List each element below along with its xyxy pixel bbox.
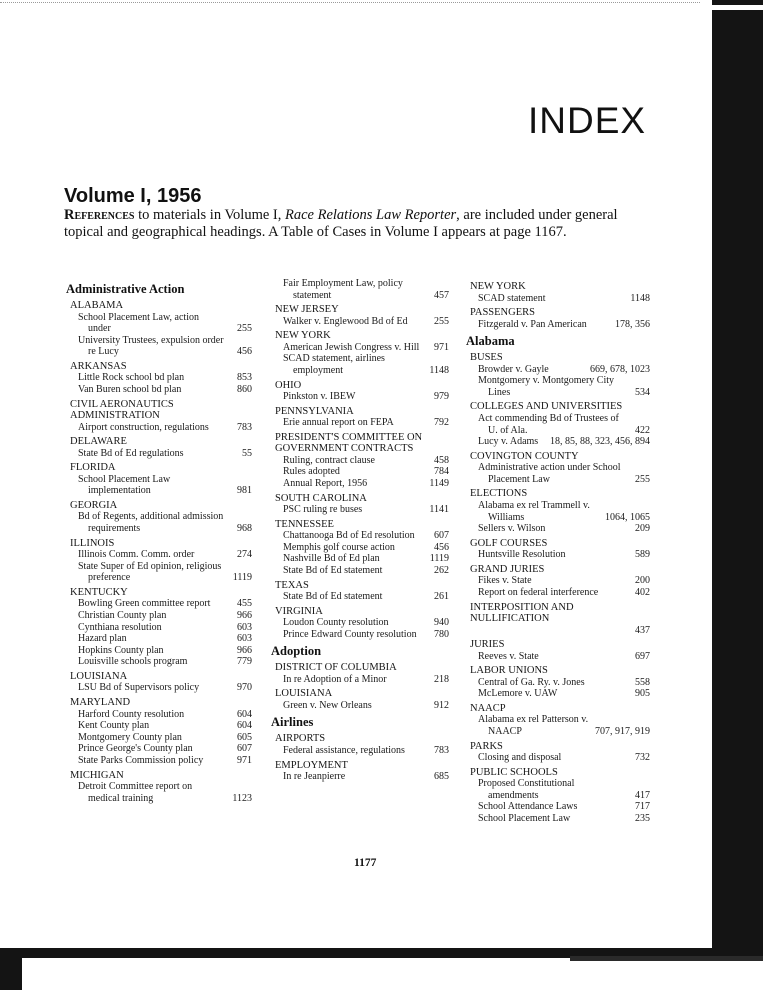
entry-page: 437	[635, 624, 650, 636]
entry-page: 274	[237, 549, 252, 561]
index-entry	[283, 553, 449, 565]
entry-text: Hazard plan	[78, 633, 127, 645]
entry-text: State Bd of Ed statement	[283, 564, 383, 576]
index-entry	[78, 720, 252, 732]
entry-text: Act commending Bd of Trustees of U. of Ala.	[478, 412, 619, 436]
entry-page: 607	[434, 530, 449, 542]
entry-text: American Jewish Congress v. Hill	[283, 341, 420, 353]
index-subheading: OHIO	[275, 379, 302, 391]
index-subheading: TEXAS	[275, 579, 309, 591]
index-subheading: GRAND JURIES	[470, 563, 545, 575]
entry-text: SCAD statement, airlines employment	[283, 353, 385, 376]
index-subheading: NEW YORK	[275, 330, 331, 342]
index-subheading: AIRPORTS	[275, 733, 326, 745]
index-column-1	[66, 278, 252, 804]
index-subheading: NAACP	[470, 702, 506, 714]
index-heading: Adoption	[271, 644, 322, 659]
entry-page: 853	[237, 372, 252, 384]
index-subheading: PARKS	[470, 740, 503, 752]
entry-page: 456	[434, 541, 449, 553]
entry-text: LSU Bd of Supervisors policy	[78, 682, 200, 694]
entry-text: State Super of Ed opinion, religious preference	[78, 560, 222, 584]
entry-page: 1148	[429, 364, 449, 376]
entry-page: 178, 356	[615, 318, 650, 330]
index-entry	[78, 422, 252, 434]
entry-page: 779	[237, 656, 252, 668]
index-column-3	[466, 278, 650, 825]
index-entry	[78, 448, 252, 460]
index-subheading: ARKANSAS	[70, 360, 127, 372]
entry-text: Proposed Constitutional amendments	[478, 778, 575, 801]
index-subheading: NEW JERSEY	[275, 304, 339, 316]
index-entry	[478, 293, 650, 305]
entry-page: 981	[237, 485, 252, 497]
entry-text: Green v. New Orleans	[283, 699, 372, 711]
entry-page: 457	[434, 289, 449, 301]
index-entry	[283, 504, 449, 516]
entry-text: Montgomery v. Montgomery City Lines	[478, 375, 615, 398]
intro-text-2: , are included under general topical and geographical headings. A Table of Cases in Volume I appears at page 1167.	[64, 207, 618, 240]
entry-text: Central of Ga. Ry. v. Jones	[478, 676, 585, 688]
index-entry	[478, 688, 650, 700]
entry-page: 209	[635, 523, 650, 535]
index-entry	[78, 384, 252, 396]
index-entry	[283, 591, 449, 603]
entry-text: In re Jeanpierre	[283, 771, 346, 783]
index-entry	[78, 598, 252, 610]
entry-page: 455	[237, 598, 252, 610]
index-entry	[78, 709, 252, 721]
index-entry	[478, 500, 650, 523]
entry-page: 255	[237, 323, 252, 335]
entry-text: Report on federal interference	[478, 586, 599, 598]
entry-page: 971	[237, 754, 252, 766]
page-number: 1177	[354, 857, 377, 869]
entry-page: 860	[237, 383, 252, 395]
index-entry	[283, 391, 449, 403]
entry-page: 1119	[429, 553, 449, 565]
index-entry	[78, 732, 252, 744]
index-entry	[78, 549, 252, 561]
index-entry	[78, 743, 252, 755]
intro-text-1: to materials in Volume I,	[134, 207, 285, 223]
entry-text: Browder v. Gayle	[478, 363, 549, 375]
entry-page: 685	[434, 771, 449, 783]
entry-text: Christian County plan	[78, 610, 167, 621]
index-subheading: INTERPOSITION AND NULLIFICATION	[470, 601, 574, 624]
entry-text: Harford County resolution	[78, 708, 185, 720]
entry-page: 717	[635, 801, 650, 813]
entry-page: 979	[434, 391, 449, 403]
index-entry	[478, 752, 650, 764]
index-subheading: GEORGIA	[70, 499, 118, 511]
index-entry	[283, 316, 449, 328]
index-entry	[78, 645, 252, 657]
entry-page: 603	[237, 621, 252, 633]
entry-text: School Placement Law, action under	[78, 311, 199, 335]
index-subheading: PRESIDENT'S COMMITTEE ON GOVERNMENT CONTRACTS	[275, 431, 423, 455]
entry-page: 605	[237, 731, 252, 743]
index-entry	[78, 372, 252, 384]
index-entry	[78, 682, 252, 694]
entry-page: 262	[434, 564, 449, 576]
entry-text: Administrative action under School Placement Law	[478, 462, 621, 485]
entry-page: 966	[237, 644, 252, 656]
entry-text: PSC ruling re buses	[283, 504, 363, 516]
entry-page: 261	[434, 591, 449, 602]
entry-text: University Trustees, expulsion order re Lucy	[78, 334, 224, 358]
index-entry	[478, 575, 650, 587]
index-entry	[78, 755, 252, 767]
index-subheading: ELECTIONS	[470, 488, 528, 500]
index-entry	[78, 511, 252, 534]
entry-page: 966	[237, 610, 252, 621]
index-entry	[78, 335, 252, 358]
entry-page: 792	[434, 417, 449, 429]
index-entry	[283, 700, 449, 712]
entry-text: Prince George's County plan	[78, 743, 193, 755]
entry-text: Cynthiana resolution	[78, 621, 162, 633]
index-subheading: ILLINOIS	[70, 537, 115, 549]
entry-page: 417	[635, 789, 650, 801]
entry-page: 456	[237, 346, 252, 358]
scan-border-right	[712, 10, 763, 950]
entry-page: 458	[434, 454, 449, 466]
entry-text: Loudon County resolution	[283, 617, 389, 629]
index-heading: Alabama	[466, 334, 515, 349]
index-subheading: SOUTH CAROLINA	[275, 492, 367, 504]
index-subheading: VIRGINIA	[275, 605, 323, 617]
entry-text: In re Adoption of a Minor	[283, 673, 387, 685]
entry-page: 970	[237, 682, 252, 694]
entry-page: 255	[635, 473, 650, 485]
entry-text: State Bd of Ed regulations	[78, 447, 184, 459]
index-subheading: NEW YORK	[470, 281, 526, 292]
entry-page: 1064, 1065	[605, 511, 650, 523]
entry-page: 604	[237, 708, 252, 720]
entry-page: 200	[635, 575, 650, 587]
entry-page: 783	[434, 744, 449, 756]
entry-text: State Parks Commission policy	[78, 754, 204, 766]
index-subheading: BUSES	[470, 352, 503, 364]
entry-text: Fair Employment Law, policy statement	[283, 278, 403, 301]
index-entry	[78, 610, 252, 622]
index-entry	[78, 656, 252, 668]
entry-text: Van Buren school bd plan	[78, 383, 182, 395]
index-entry	[283, 745, 449, 757]
index-entry	[478, 714, 650, 737]
entry-page: 784	[434, 466, 449, 478]
index-entry	[478, 813, 650, 825]
entry-page: 1148	[630, 292, 650, 304]
index-entry	[478, 462, 650, 485]
entry-text: Memphis golf course action	[283, 541, 395, 553]
entry-text: Bowling Green committee report	[78, 598, 211, 610]
entry-page: 18, 85, 88, 323, 456, 894	[550, 436, 650, 448]
page-title: INDEX	[528, 100, 647, 141]
index-entry	[283, 771, 449, 783]
index-entry	[78, 312, 252, 335]
index-subheading: DISTRICT OF COLUMBIA	[275, 662, 397, 674]
index-entry	[283, 674, 449, 686]
index-entry	[478, 523, 650, 535]
entry-page: 1149	[429, 477, 449, 489]
entry-text: School Placement Law implementation	[78, 473, 171, 497]
journal-title: Race Relations Law Reporter	[285, 207, 457, 223]
intro-paragraph	[64, 207, 624, 241]
entry-text: Federal assistance, regulations	[283, 744, 405, 756]
entry-text: Detroit Committee report on medical training	[78, 781, 193, 804]
entry-text: Walker v. Englewood Bd of Ed	[283, 315, 408, 327]
index-subheading: DELAWARE	[70, 436, 127, 448]
index-subheading: ALABAMA	[70, 300, 124, 311]
index-entry	[478, 413, 650, 436]
index-entry	[78, 474, 252, 497]
entry-text: Airport construction, regulations	[78, 421, 209, 433]
index-entry	[283, 629, 449, 641]
entry-text: Pinkston v. IBEW	[283, 391, 356, 403]
entry-text: Lucy v. Adams	[478, 436, 539, 448]
index-subheading: TENNESSEE	[275, 518, 334, 530]
entry-text: Hopkins County plan	[78, 644, 164, 656]
entry-page: 707, 917, 919	[595, 725, 650, 737]
index-entry	[478, 319, 650, 331]
index-entry	[478, 364, 650, 376]
entry-text: Ruling, contract clause	[283, 454, 375, 466]
entry-text: Closing and disposal	[478, 752, 562, 764]
entry-text: Rules adopted	[283, 466, 340, 478]
entry-page: 669, 678, 1023	[590, 363, 650, 375]
scan-border-corner	[0, 955, 22, 990]
index-column-2	[271, 278, 449, 783]
index-entry	[478, 625, 650, 637]
index-entry	[283, 417, 449, 429]
index-subheading: MICHIGAN	[70, 769, 124, 781]
entry-text: School Placement Law	[478, 812, 571, 824]
entry-text: Alabama ex rel Trammell v. Williams	[478, 499, 590, 523]
entry-page: 218	[434, 673, 449, 685]
entry-page: 780	[434, 628, 449, 640]
index-entry	[478, 677, 650, 689]
index-entry	[78, 781, 252, 804]
entry-page: 235	[635, 812, 650, 824]
index-entry	[283, 466, 449, 478]
index-entry	[78, 622, 252, 634]
entry-text: Kent County plan	[78, 720, 150, 732]
index-entry	[283, 353, 449, 376]
entry-page: 940	[434, 617, 449, 629]
entry-text: Illinois Comm. Comm. order	[78, 549, 195, 561]
entry-page: 1123	[232, 792, 252, 804]
entry-page: 783	[237, 421, 252, 433]
entry-page: 55	[242, 447, 252, 459]
index-entry	[478, 778, 650, 801]
entry-text: Chattanooga Bd of Ed resolution	[283, 530, 415, 542]
index-subheading: PENNSYLVANIA	[275, 405, 354, 417]
index-subheading: GOLF COURSES	[470, 537, 548, 549]
index-entry	[283, 455, 449, 467]
entry-page: 697	[635, 650, 650, 662]
index-subheading: COVINGTON COUNTY	[470, 450, 579, 462]
index-subheading: CIVIL AERONAUTICS ADMINISTRATION	[70, 398, 174, 422]
entry-text: SCAD statement	[478, 292, 546, 304]
index-entry	[283, 530, 449, 542]
index-entry	[283, 278, 449, 301]
entry-text: Sellers v. Wilson	[478, 523, 546, 535]
intro-lead: References	[64, 207, 135, 223]
index-entry	[478, 651, 650, 663]
entry-page: 422	[635, 424, 650, 436]
scan-border-top	[712, 0, 763, 5]
index-entry	[283, 478, 449, 490]
index-entry	[283, 542, 449, 554]
entry-page: 1119	[232, 572, 252, 584]
entry-text: School Attendance Laws	[478, 801, 578, 813]
entry-page: 603	[237, 633, 252, 645]
index-subheading: COLLEGES AND UNIVERSITIES	[470, 401, 623, 413]
entry-text: Alabama ex rel Patterson v. NAACP	[478, 714, 589, 737]
index-subheading: PUBLIC SCHOOLS	[470, 766, 558, 778]
index-subheading: LOUISIANA	[70, 670, 128, 682]
index-entry	[478, 801, 650, 813]
entry-text: Montgomery County plan	[78, 731, 182, 743]
entry-page: 905	[635, 688, 650, 700]
index-entry	[283, 617, 449, 629]
index-heading: Administrative Action	[66, 282, 185, 296]
entry-page: 589	[635, 549, 650, 561]
scan-border-strip	[570, 956, 763, 961]
index-subheading: EMPLOYMENT	[275, 759, 348, 771]
entry-text: Fitzgerald v. Pan American	[478, 318, 587, 330]
index-entry	[283, 565, 449, 577]
entry-page: 402	[635, 586, 650, 598]
entry-text: State Bd of Ed statement	[283, 591, 383, 602]
entry-text: Fikes v. State	[478, 575, 532, 587]
entry-text: Nashville Bd of Ed plan	[283, 553, 380, 565]
scan-top-edge	[0, 2, 700, 3]
entry-page: 912	[434, 699, 449, 711]
index-subheading: PASSENGERS	[470, 307, 535, 319]
entry-page: 971	[434, 341, 449, 353]
entry-page: 732	[635, 752, 650, 764]
entry-page: 604	[237, 720, 252, 732]
entry-page: 255	[434, 315, 449, 327]
entry-page: 1141	[429, 504, 449, 516]
index-entry	[283, 342, 449, 354]
entry-text: Louisville schools program	[78, 656, 188, 668]
index-entry	[78, 633, 252, 645]
index-entry	[78, 561, 252, 584]
entry-page: 968	[237, 523, 252, 535]
index-entry	[478, 549, 650, 561]
entry-text: Annual Report, 1956	[283, 477, 368, 489]
entry-page: 534	[635, 386, 650, 398]
entry-page: 607	[237, 743, 252, 755]
entry-text: Little Rock school bd plan	[78, 372, 185, 384]
entry-page: 558	[635, 676, 650, 688]
index-entry	[478, 436, 650, 448]
index-subheading: FLORIDA	[70, 462, 116, 474]
index-entry	[478, 375, 650, 398]
index-subheading: LABOR UNIONS	[470, 665, 548, 677]
volume-heading: Volume I, 1956	[64, 185, 202, 207]
entry-text: Prince Edward County resolution	[283, 628, 417, 640]
index-subheading: LOUISIANA	[275, 688, 333, 700]
index-entry	[478, 587, 650, 599]
entry-text: Erie annual report on FEPA	[283, 417, 394, 429]
entry-text: Bd of Regents, additional admission requirements	[78, 511, 224, 535]
index-heading: Airlines	[271, 715, 314, 730]
entry-text: Reeves v. State	[478, 650, 539, 662]
entry-text: McLemore v. UAW	[478, 688, 558, 700]
index-subheading: JURIES	[470, 639, 505, 651]
index-subheading: MARYLAND	[70, 697, 131, 709]
entry-text: Huntsville Resolution	[478, 549, 566, 561]
index-subheading: KENTUCKY	[70, 586, 128, 598]
